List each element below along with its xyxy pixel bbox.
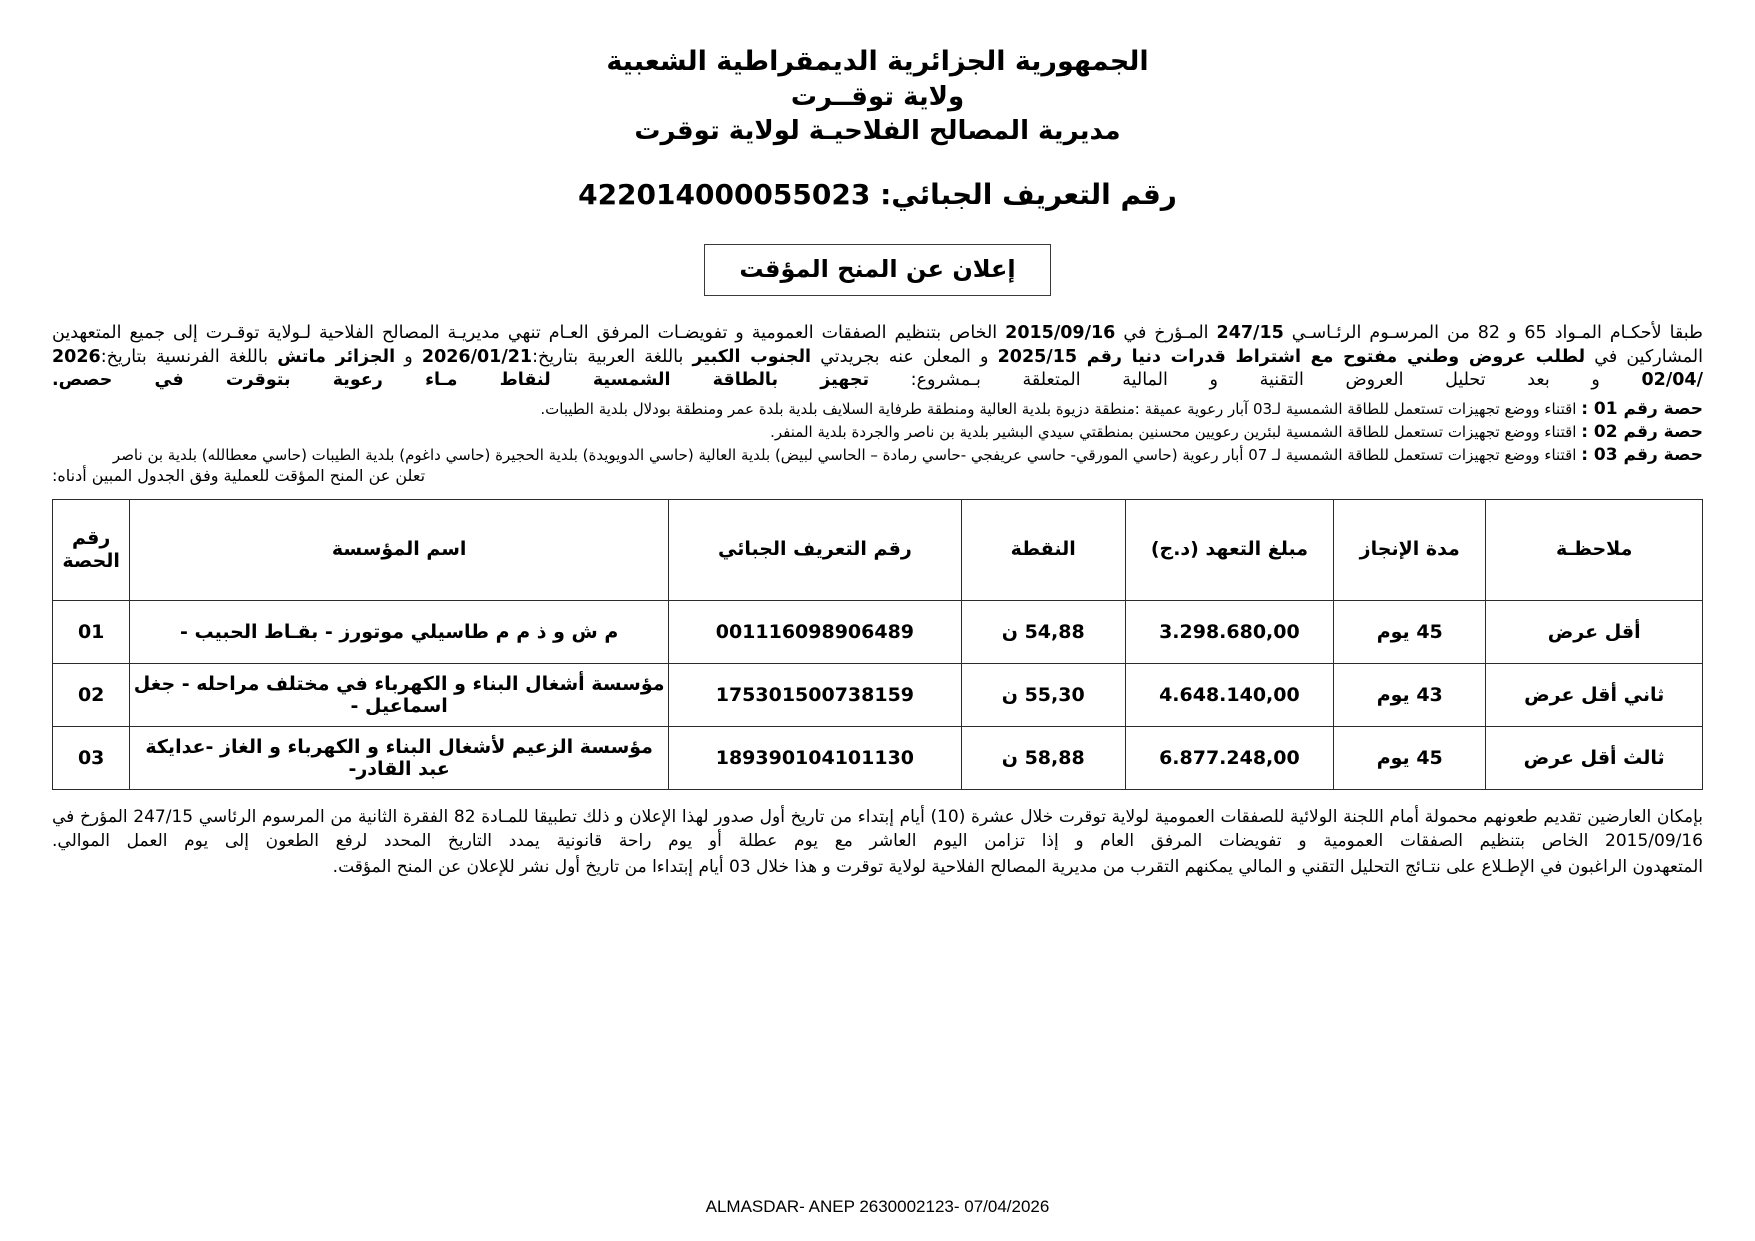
table-header-row bbox=[53, 500, 1703, 601]
column-header-observation: ملاحظـة bbox=[1486, 500, 1703, 601]
awards-table-wrap bbox=[0, 499, 1755, 790]
table-row bbox=[53, 664, 1703, 727]
cell-lot-3: 03 bbox=[53, 727, 130, 790]
intro-paragraph bbox=[52, 322, 1703, 392]
table-intro-line: تعلن عن المنح المؤقت للعملية وفق الجدول المبين أدناه: bbox=[52, 466, 426, 486]
decree-number: 247/15 bbox=[1216, 323, 1284, 344]
column-header-delay: مدة الإنجاز bbox=[1334, 500, 1486, 601]
cell-delay-1: 45 يوم bbox=[1334, 601, 1486, 664]
lots-list bbox=[52, 398, 1703, 485]
header-republic: الجمهورية الجزائرية الديمقراطية الشعبية bbox=[606, 46, 1149, 77]
cell-company-2: مؤسسة أشغال البناء و الكهرباء في مختلف مراحله - جغل اسماعيل - bbox=[130, 664, 669, 727]
lot-label-01: حصة رقم 01 : bbox=[1581, 399, 1703, 420]
intro-part6: و bbox=[395, 346, 422, 367]
cell-observation-3: ثالث أقل عرض bbox=[1486, 727, 1703, 790]
intro-part4: و المعلن عنه بجريدتي bbox=[811, 346, 998, 367]
lot-description-01 bbox=[52, 398, 1703, 421]
intro-part1: طبقا لأحكـام المـواد 65 و 82 من المرسـوم الرئـاسـي bbox=[1283, 323, 1703, 344]
column-header-nif: رقم التعريف الجبائي bbox=[669, 500, 962, 601]
tender-reference: لطلب عروض وطني مفتوح مع اشتراط قدرات دنيا رقم 2025/15 bbox=[997, 346, 1586, 367]
intro-section bbox=[0, 322, 1755, 485]
header-wilaya: ولاية توقــرت bbox=[790, 81, 965, 112]
cell-nif-2: 175301500738159 bbox=[669, 664, 962, 727]
cell-observation-2: ثاني أقل عرض bbox=[1486, 664, 1703, 727]
lot-text-03: اقتناء ووضع تجهيزات تستعمل للطاقة الشمسية لـ 07 أبار رعوية (حاسي المورقي- حاسي عريفجي -حاسي رمادة – الحاسي لبيض) بلدية العالية (حاسي الدويويدة) بلدية الحجيرة (حاسي داغوم) بلدية الطيبات (حاسي معطالله) بلدية بن ناصر bbox=[112, 446, 1582, 465]
lot-label-03: حصة رقم 03 : bbox=[1581, 445, 1703, 466]
publication-date-arabic: 2026/01/21 bbox=[421, 346, 533, 367]
intro-part7: باللغة الفرنسية بتاريخ: bbox=[100, 346, 278, 367]
cell-score-1: 54,88 ن bbox=[961, 601, 1125, 664]
lot-description-03 bbox=[52, 444, 1703, 466]
intro-part8: و بعد تحليل العروض التقنية و المالية المتعلقة بـمشروع: bbox=[869, 369, 1642, 390]
newspaper-french: الجزائر ماتش bbox=[277, 346, 396, 367]
cell-amount-2: 4.648.140,00 bbox=[1125, 664, 1333, 727]
lot-label-02: حصة رقم 02 : bbox=[1581, 422, 1703, 443]
awards-table bbox=[52, 499, 1703, 790]
column-header-amount: مبلغ التعهد (د.ج) bbox=[1125, 500, 1333, 601]
column-header-score: النقطة bbox=[961, 500, 1125, 601]
cell-company-1: م ش و ذ م م طاسيلي موتورز - بقـاط الحبيب - bbox=[130, 601, 669, 664]
cell-lot-2: 02 bbox=[53, 664, 130, 727]
appeal-paragraph: بإمكان العارضين تقديم طعونهم محمولة أمام اللجنة الولائية للصفقات العمومية لولاية توقرت خلال عشرة (10) أيام إبتداء من تاريخ أول صدور لهذا الإعلان و ذلك تطبيقا للمـادة 82 الفقرة الثانية من المرسوم الرئاسي 247/15 المؤرخ في 2015/09/16 الخاص بتنظيم الصفقات العمومية و تفويضات المرفق العام و إذا تزامن اليوم العاشر مع يوم عطلة أو يوم راحة قانونية يمدد التاريخ المحدد لرفع الطعون إلى يوم العمل الموالي. bbox=[52, 807, 1704, 851]
cell-lot-1: 01 bbox=[53, 601, 130, 664]
lot-text-01: اقتناء ووضع تجهيزات تستعمل للطاقة الشمسية لـ03 آبار رعوية عميقة :منطقة دزيوة بلدية العالية ومنطقة طرفاية السلايف بلدية بلدة عمر ومنطقة بودلال بلدية الطيبات. bbox=[540, 400, 1582, 419]
tax-identification-line bbox=[0, 178, 1755, 211]
tax-number: 422014000055023 bbox=[578, 178, 871, 212]
column-header-lot: رقم الحصة bbox=[53, 500, 130, 601]
cell-delay-3: 45 يوم bbox=[1334, 727, 1486, 790]
lot-description-02 bbox=[52, 421, 1703, 444]
cell-nif-1: 001116098906489 bbox=[669, 601, 962, 664]
announcement-title: إعلان عن المنح المؤقت bbox=[704, 244, 1050, 296]
cell-delay-2: 43 يوم bbox=[1334, 664, 1486, 727]
intro-part3: الخاص بتنظيم الصفقات العمومية و تفويضـات المرفق العـام تنهي مديريـة المصالح الفلاحية لـولاية توقـرت إلى جميع المتعهدين المشاركين في bbox=[52, 323, 1703, 367]
lot-text-02: اقتناء ووضع تجهيزات تستعمل للطاقة الشمسية لبئرين رعويين محسنين بمنطقتي سيدي البشير بلدية بن ناصر والجردة بلدية المنفر. bbox=[770, 423, 1582, 442]
table-row bbox=[53, 727, 1703, 790]
publication-date-french: 2026 /02/04 bbox=[52, 346, 1703, 390]
cell-company-3: مؤسسة الزعيم لأشغال البناء و الكهرباء و الغاز -عدايكة عبد القادر- bbox=[130, 727, 669, 790]
cell-amount-1: 3.298.680,00 bbox=[1125, 601, 1333, 664]
closing-section bbox=[0, 806, 1755, 879]
cell-amount-3: 6.877.248,00 bbox=[1125, 727, 1333, 790]
document-header bbox=[0, 0, 1755, 148]
header-directorate: مديرية المصالح الفلاحيـة لولاية توقرت bbox=[634, 115, 1121, 146]
cell-observation-1: أقل عرض bbox=[1486, 601, 1703, 664]
column-header-company: اسم المؤسسة bbox=[130, 500, 669, 601]
cell-nif-3: 189390104101130 bbox=[669, 727, 962, 790]
tax-label: رقم التعريف الجبائي: bbox=[880, 178, 1177, 212]
table-row bbox=[53, 601, 1703, 664]
intro-part2: المـؤرخ في bbox=[1115, 323, 1217, 344]
decree-date: 2015/09/16 bbox=[1005, 323, 1116, 344]
announcement-title-wrap bbox=[0, 244, 1755, 296]
cell-score-2: 55,30 ن bbox=[961, 664, 1125, 727]
newspaper-arabic: الجنوب الكبير bbox=[692, 346, 812, 367]
consultation-paragraph: المتعهدون الراغبون في الإطـلاع على نتـائج التحليل التقني و المالي يمكنهم التقرب من مديرية المصالح الفلاحية لولاية توقرت و هذا خلال 03 أيام إبتداءا من تاريخ أول نشر للإعلان عن المنح المؤقت. bbox=[332, 857, 1703, 878]
project-name: تجهيز بالطاقة الشمسية لنقاط مـاء رعوية بتوقرت في حصص. bbox=[52, 369, 870, 390]
anep-footer: ALMASDAR- ANEP 2630002123- 07/04/2026 bbox=[705, 1197, 1050, 1216]
intro-part5: باللغة العربية بتاريخ: bbox=[532, 346, 693, 367]
cell-score-3: 58,88 ن bbox=[961, 727, 1125, 790]
